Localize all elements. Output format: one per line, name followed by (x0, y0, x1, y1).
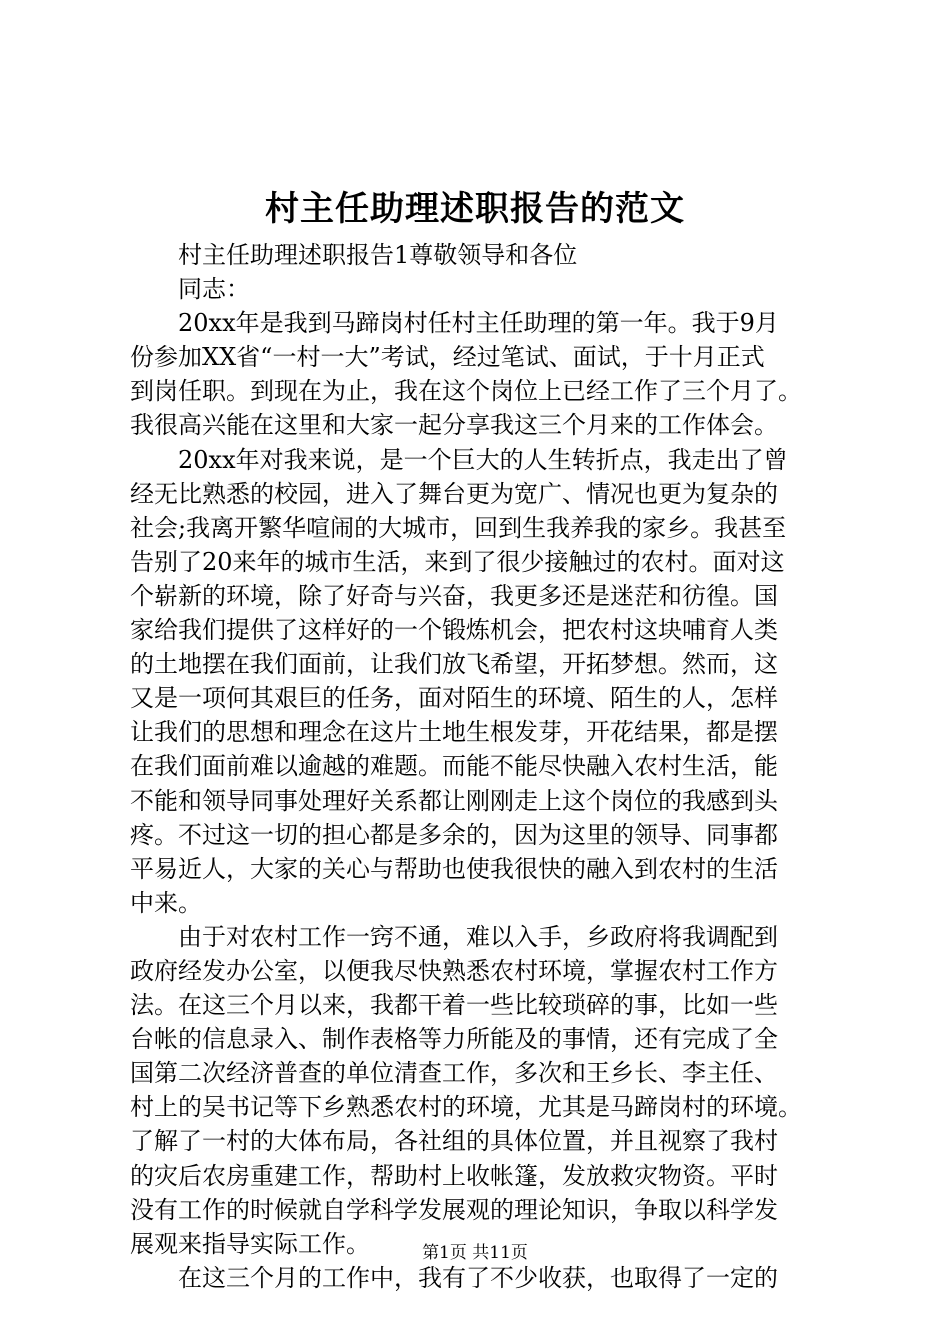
text-line: 份参加XX省“一村一大”考试，经过笔试、面试，于十月正式 (130, 343, 765, 372)
text-line: 展观来指导实际工作。 (130, 1229, 370, 1258)
text-line: 了解了一村的大体布局，各社组的具体位置，并且视察了我村 (130, 1127, 778, 1156)
text-line: 政府经发办公室，以便我尽快熟悉农村环境，掌握农村工作方 (130, 956, 778, 985)
text-line: 社会;我离开繁华喧闹的大城市，回到生我养我的家乡。我甚至 (130, 513, 787, 542)
text-line: 让我们的思想和理念在这片土地生根发芽，开花结果，都是摆 (130, 718, 778, 747)
text-line: 同志： (178, 275, 250, 304)
text-line: 法。在这三个月以来，我都干着一些比较琐碎的事，比如一些 (130, 991, 778, 1020)
text-line: 个崭新的环境，除了好奇与兴奋，我更多还是迷茫和彷徨。国 (130, 581, 778, 610)
text-line: 疼。不过这一切的担心都是多余的，因为这里的领导、同事都 (130, 820, 778, 849)
text-line: 的土地摆在我们面前，让我们放飞希望，开拓梦想。然而，这 (130, 650, 778, 679)
text-line: 在我们面前难以逾越的难题。而能不能尽快融入农村生活，能 (130, 752, 778, 781)
text-line: 的灾后农房重建工作，帮助村上收帐篷，发放救灾物资。平时 (130, 1161, 778, 1190)
page-footer: 第1页 共11页 (422, 1243, 528, 1263)
text-line: 国第二次经济普查的单位清查工作，多次和王乡长、李主任、 (130, 1059, 778, 1088)
text-line: 不能和领导同事处理好关系都让刚刚走上这个岗位的我感到头 (130, 786, 778, 815)
text-line: 我很高兴能在这里和大家一起分享我这三个月来的工作体会。 (130, 411, 778, 440)
text-line: 经无比熟悉的校园，进入了舞台更为宽广、情况也更为复杂的 (130, 479, 778, 508)
text-line: 在这三个月的工作中，我有了不少收获，也取得了一定的 (178, 1263, 778, 1292)
document-title: 村主任助理述职报告的范文 (265, 189, 685, 229)
text-line: 家给我们提供了这样好的一个锻炼机会，把农村这块哺育人类 (130, 616, 778, 645)
text-line: 村上的吴书记等下乡熟悉农村的环境，尤其是马蹄岗村的环境。 (130, 1093, 802, 1122)
text-line: 由于对农村工作一窍不通，难以入手，乡政府将我调配到 (178, 922, 778, 951)
text-line: 20xx年对我来说，是一个巨大的人生转折点，我走出了曾 (178, 445, 788, 474)
text-line: 台帐的信息录入、制作表格等力所能及的事情，还有完成了全 (130, 1025, 778, 1054)
document-body (130, 238, 850, 1295)
text-line: 中来。 (130, 888, 202, 917)
text-line: 村主任助理述职报告1尊敬领导和各位 (178, 241, 578, 269)
text-line: 到岗任职。到现在为止，我在这个岗位上已经工作了三个月了。 (130, 377, 802, 406)
text-line: 又是一项何其艰巨的任务，面对陌生的环境、陌生的人，怎样 (130, 684, 778, 713)
text-line: 没有工作的时候就自学科学发展观的理论知识，争取以科学发 (130, 1195, 778, 1224)
text-line: 告别了20来年的城市生活，来到了很少接触过的农村。面对这 (130, 547, 785, 576)
text-line: 平易近人，大家的关心与帮助也使我很快的融入到农村的生活 (130, 854, 778, 883)
text-line: 20xx年是我到马蹄岗村任村主任助理的第一年。我于9月 (178, 309, 779, 338)
